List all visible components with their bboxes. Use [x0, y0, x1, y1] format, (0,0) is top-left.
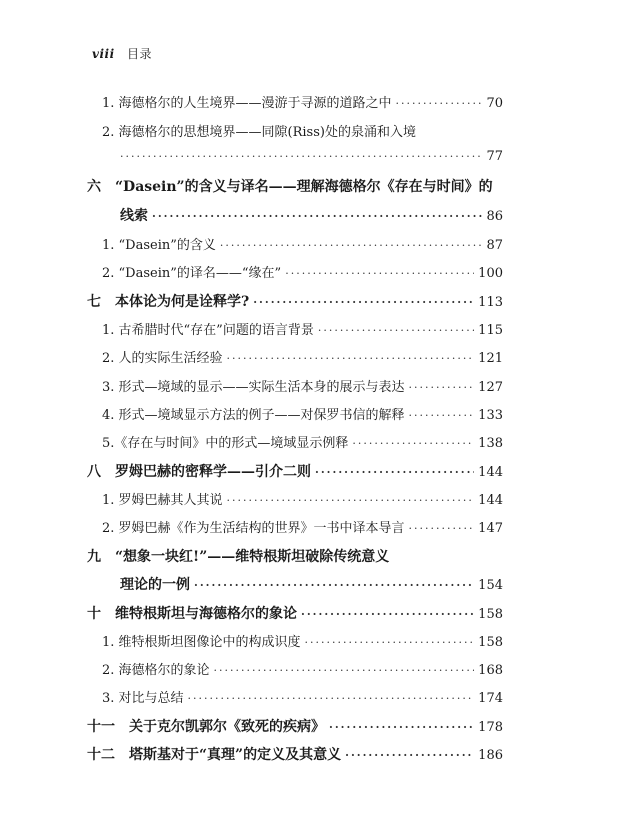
- toc-entry-page: 178: [478, 720, 503, 735]
- toc-entry-page: 138: [478, 436, 503, 451]
- toc-entry-title: 5.《存在与时间》中的形式—境域显示例释: [102, 436, 349, 451]
- toc-section[interactable]: [0, 716, 621, 736]
- leader-dots: [152, 210, 482, 223]
- toc-entry-page: 144: [478, 465, 503, 480]
- toc-section[interactable]: [0, 291, 621, 311]
- toc-entry[interactable]: [0, 92, 621, 111]
- leader-dots: [409, 381, 475, 394]
- leader-dots: [227, 352, 475, 365]
- toc-entry[interactable]: [0, 517, 621, 536]
- page-number-label: viii: [92, 47, 115, 61]
- toc-section-continuation[interactable]: [0, 574, 621, 594]
- header-title: 目录: [126, 47, 152, 61]
- toc-section[interactable]: [0, 603, 621, 623]
- toc-entry[interactable]: [0, 687, 621, 706]
- toc-section-title: 十一 关于克尔凯郭尔《致死的疾病》: [87, 719, 325, 735]
- toc-entry-page: 174: [478, 691, 503, 706]
- toc-entry[interactable]: [0, 376, 621, 395]
- toc-entry-title: 2. 海德格尔的思想境界——同隙(Riss)处的泉涌和入境: [102, 125, 416, 140]
- leader-dots: [220, 239, 483, 252]
- toc-section-title-line[interactable]: [0, 176, 621, 196]
- toc-entry-page: 121: [478, 351, 503, 366]
- leader-dots: [305, 636, 475, 649]
- toc-entry-page: 158: [478, 635, 503, 650]
- toc-entry-page: 113: [478, 295, 503, 310]
- toc-entry-page: 86: [486, 209, 503, 224]
- toc-entry-page: 144: [478, 493, 503, 508]
- toc-section-title: 十二 塔斯基对于“真理”的定义及其意义: [87, 747, 342, 763]
- toc-entry-title: 1. 维特根斯坦图像论中的构成识度: [102, 635, 301, 650]
- toc-entry[interactable]: [0, 347, 621, 366]
- toc-entry-continuation[interactable]: [0, 149, 621, 164]
- toc-entry-title: 2. 海德格尔的象论: [102, 663, 210, 678]
- toc-entry[interactable]: [0, 432, 621, 451]
- running-header: [92, 45, 152, 62]
- leader-dots: [188, 692, 475, 705]
- leader-dots: [301, 608, 474, 621]
- toc-entry[interactable]: [0, 262, 621, 281]
- leader-dots: [409, 522, 475, 535]
- toc-entry-title-line[interactable]: [0, 121, 621, 140]
- toc-entry-title: 3. 对比与总结: [102, 691, 184, 706]
- toc-entry[interactable]: [0, 631, 621, 650]
- leader-dots: [120, 150, 482, 163]
- toc-entry-page: 127: [478, 380, 503, 395]
- toc-entry-title: 2. 人的实际生活经验: [102, 351, 223, 366]
- toc-section[interactable]: [0, 744, 621, 764]
- toc-entry[interactable]: [0, 404, 621, 423]
- leader-dots: [285, 267, 474, 280]
- toc-entry-page: 168: [478, 663, 503, 678]
- toc-entry-title: 1. 古希腊时代“存在”问题的语言背景: [102, 323, 314, 338]
- toc-section-title: 十 维特根斯坦与海德格尔的象论: [87, 606, 297, 622]
- leader-dots: [227, 494, 475, 507]
- toc-entry-page: 147: [478, 521, 503, 536]
- toc-entry-page: 70: [486, 96, 503, 111]
- leader-dots: [396, 97, 483, 110]
- toc-entry[interactable]: [0, 319, 621, 338]
- toc-entry-page: 87: [486, 238, 503, 253]
- leader-dots: [409, 409, 475, 422]
- toc-section-title-line[interactable]: [0, 546, 621, 566]
- toc-section-title-cont: 线索: [120, 208, 148, 224]
- toc-section-title: 八 罗姆巴赫的密释学——引介二则: [87, 464, 311, 480]
- toc-entry[interactable]: [0, 489, 621, 508]
- toc-entry-page: 158: [478, 607, 503, 622]
- leader-dots: [318, 324, 474, 337]
- toc-section[interactable]: [0, 461, 621, 481]
- toc-entry[interactable]: [0, 234, 621, 253]
- toc-section-title-cont: 理论的一例: [120, 577, 190, 593]
- toc-entry[interactable]: [0, 659, 621, 678]
- toc-entry-title: 2. 罗姆巴赫《作为生活结构的世界》一书中译本导言: [102, 521, 405, 536]
- leader-dots: [194, 579, 474, 592]
- toc-entry-page: 77: [486, 149, 503, 164]
- toc-entry-title: 1. 罗姆巴赫其人其说: [102, 493, 223, 508]
- toc-entry-title: 3. 形式—境域的显示——实际生活本身的展示与表达: [102, 380, 405, 395]
- toc-section-title: 九 “想象一块红!”——维特根斯坦破除传统意义: [87, 549, 390, 565]
- toc-entry-title: 1. 海德格尔的人生境界——漫游于寻源的道路之中: [102, 96, 392, 111]
- toc-entry-title: 4. 形式—境域显示方法的例子——对保罗书信的解释: [102, 408, 405, 423]
- leader-dots: [345, 749, 474, 762]
- toc-entry-title: 1. “Dasein”的含义: [102, 238, 216, 253]
- leader-dots: [329, 721, 474, 734]
- leader-dots: [253, 296, 474, 309]
- toc-entry-page: 154: [478, 578, 503, 593]
- toc-entry-title: 2. “Dasein”的译名——“缘在”: [102, 266, 282, 281]
- toc-entry-page: 100: [478, 266, 503, 281]
- leader-dots: [352, 437, 474, 450]
- leader-dots: [315, 466, 474, 479]
- toc-section-title: 七 本体论为何是诠释学?: [87, 294, 250, 310]
- toc-section-continuation[interactable]: [0, 205, 621, 225]
- toc-entry-page: 133: [478, 408, 503, 423]
- toc-entry-page: 115: [478, 323, 503, 338]
- leader-dots: [214, 664, 475, 677]
- toc-entry-page: 186: [478, 748, 503, 763]
- toc-section-title: 六 “Dasein”的含义与译名——理解海德格尔《存在与时间》的: [87, 179, 493, 195]
